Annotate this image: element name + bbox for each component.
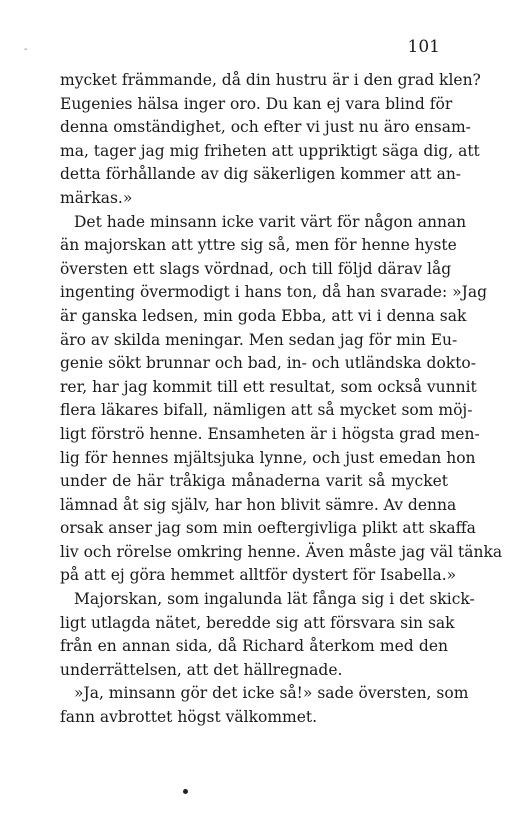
text-line: flera läkares bifall, nämligen att så mycket som möj- — [60, 401, 473, 420]
text-line: ligt förströ henne. Ensamheten är i högsta grad men- — [60, 424, 480, 443]
body-text — [60, 69, 503, 730]
text-line: orsak anser jag som min oeftergivliga plikt att skaffa — [60, 519, 476, 538]
text-line: genie sökt brunnar och bad, in- och utländska dokto- — [60, 354, 476, 373]
text-line: ligt utlagda nätet, beredde sig att försvara sin sak — [60, 613, 455, 632]
text-line: Det hade minsann icke varit värt för någon annan — [74, 212, 467, 231]
text-line: märkas.» — [60, 188, 133, 207]
text-line: under de här tråkiga månaderna varit så mycket — [60, 472, 448, 491]
text-line: lämnad åt sig själv, har hon blivit sämre. Av denna — [60, 495, 457, 514]
text-line: översten ett slags vördnad, och till följd därav låg — [60, 259, 452, 278]
text-line: äro av skilda meningar. Men sedan jag för min Eu- — [60, 330, 458, 349]
text-line: Eugenies hälsa inger oro. Du kan ej vara blind för — [60, 94, 453, 113]
text-line: än majorskan att yttre sig så, men för henne hyste — [60, 236, 457, 255]
text-line: »Ja, minsann gör det icke så!» sade översten, som — [74, 684, 469, 703]
text-line: detta förhållande av dig säkerligen kommer att an- — [60, 165, 462, 184]
corner-mark: - — [24, 44, 28, 55]
text-line: fann avbrottet högst välkommet. — [60, 708, 318, 727]
text-line: liv och rörelse omkring henne. Även måste jag väl tänka — [60, 542, 503, 561]
text-line: på att ej göra hemmet alltför dystert för Isabella.» — [60, 566, 457, 585]
page-number: 101 — [407, 37, 440, 57]
text-line: Majorskan, som ingalunda lät fånga sig i det skick- — [74, 590, 475, 609]
text-line: lig för hennes mjältsjuka lynne, och just emedan hon — [60, 448, 476, 467]
text-line: mycket främmande, då din hustru är i den grad klen? — [60, 71, 481, 89]
footer-dot — [183, 789, 188, 794]
text-line: är ganska ledsen, min goda Ebba, att vi i denna sak — [60, 306, 467, 325]
text-line: underrättelsen, att det hällregnade. — [60, 660, 343, 679]
text-line: ingenting övermodigt i hans ton, då han svarade: »Jag — [60, 283, 487, 302]
text-line: rer, har jag kommit till ett resultat, som också vunnit — [60, 377, 477, 396]
text-line: från en annan sida, då Richard återkom med den — [60, 637, 448, 656]
text-line: denna omständighet, och efter vi just nu äro ensam- — [60, 118, 471, 137]
text-line: ma, tager jag mig friheten att uppriktigt säga dig, att — [60, 141, 480, 160]
